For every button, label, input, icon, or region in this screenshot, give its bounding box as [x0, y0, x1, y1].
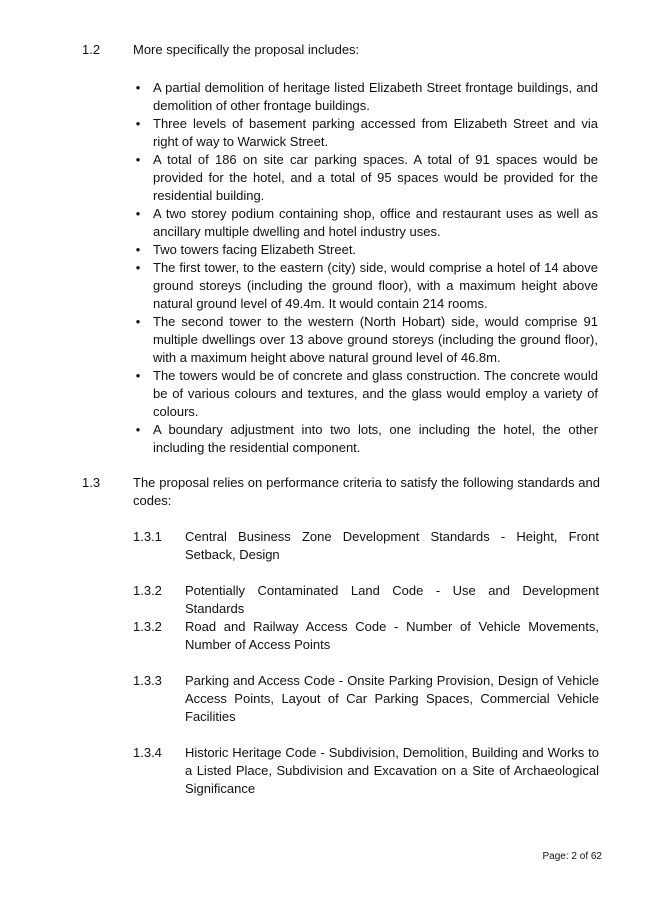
page-number: Page: 2 of 62	[542, 851, 602, 862]
list-item	[0, 259, 646, 313]
bullet-icon: •	[135, 152, 141, 167]
list-item-text: Two towers facing Elizabeth Street.	[153, 242, 357, 257]
list-item	[0, 151, 646, 205]
list-item-text: A two storey podium containing shop, office and restaurant uses as well as ancillary multiple dwelling and hotel industry uses.	[153, 206, 598, 239]
section-number: 1.3	[82, 475, 101, 490]
subsection-number: 1.3.2	[133, 619, 162, 634]
bullet-icon: •	[135, 368, 141, 383]
subsection-text: Parking and Access Code - Onsite Parking Provision, Design of Vehicle Access Points, Layout of Car Parking Spaces, Commercial Vehicle Facilities	[185, 673, 599, 724]
list-item	[0, 205, 646, 241]
subsection-text: Historic Heritage Code - Subdivision, Demolition, Building and Works to a Listed Place, Subdivision and Excavation on a Site of Archaeological Significance	[185, 745, 599, 796]
section-intro: More specifically the proposal includes:	[133, 42, 360, 57]
list-item	[0, 367, 646, 421]
bullet-icon: •	[135, 206, 141, 221]
subsection-text: Road and Railway Access Code - Number of Vehicle Movements, Number of Access Points	[185, 619, 599, 652]
bullet-icon: •	[135, 80, 141, 95]
list-item-text: Three levels of basement parking accessed from Elizabeth Street and via right of way to Warwick Street.	[153, 116, 598, 149]
list-item	[0, 421, 646, 457]
list-item-text: The second tower to the western (North Hobart) side, would comprise 91 multiple dwellings over 13 above ground storeys (including the ground floor), with a maximum height above natural ground level of 46.8m.	[153, 314, 598, 365]
list-item-text: A total of 186 on site car parking spaces. A total of 91 spaces would be provided for the hotel, and a total of 95 spaces would be provided for the residential building.	[153, 152, 598, 203]
bullet-icon: •	[135, 260, 141, 275]
subsection-number: 1.3.2	[133, 583, 162, 598]
subsection-text: Potentially Contaminated Land Code - Use and Development Standards	[185, 583, 599, 616]
bullet-icon: •	[135, 314, 141, 329]
list-item	[0, 115, 646, 151]
list-item-text: A boundary adjustment into two lots, one including the hotel, the other including the residential component.	[153, 422, 598, 455]
list-item-text: The first tower, to the eastern (city) side, would comprise a hotel of 14 above ground storeys (including the ground floor), with a maximum height above natural ground level of 49.4m. It would contain 214 rooms.	[153, 260, 598, 311]
list-item	[0, 313, 646, 367]
subsection-text: Central Business Zone Development Standards - Height, Front Setback, Design	[185, 529, 599, 562]
subsection-number: 1.3.3	[133, 673, 162, 688]
list-item-text: A partial demolition of heritage listed Elizabeth Street frontage buildings, and demolition of other frontage buildings.	[153, 80, 598, 113]
proposal-bullet-list	[0, 79, 646, 457]
list-item	[0, 241, 646, 259]
bullet-icon: •	[135, 242, 141, 257]
bullet-icon: •	[135, 422, 141, 437]
subsection-number: 1.3.1	[133, 529, 162, 544]
subsection-number: 1.3.4	[133, 745, 162, 760]
list-item-text: The towers would be of concrete and glass construction. The concrete would be of various colours and textures, and the glass would employ a variety of colours.	[153, 368, 598, 419]
section-number: 1.2	[82, 42, 101, 57]
section-intro: The proposal relies on performance criteria to satisfy the following standards and codes:	[133, 475, 600, 508]
bullet-icon: •	[135, 116, 141, 131]
list-item	[0, 79, 646, 115]
